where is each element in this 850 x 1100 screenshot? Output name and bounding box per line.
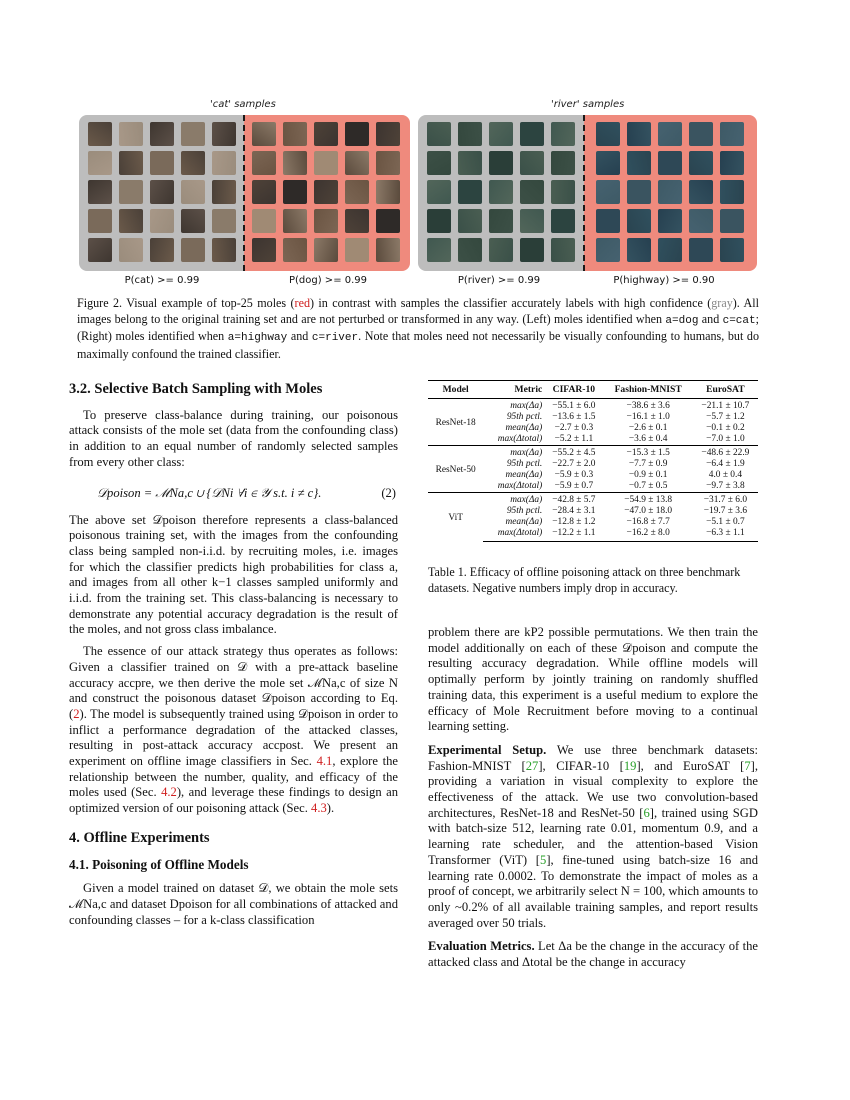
thumbnail-image [150,151,174,175]
value-cell: −5.9 ± 0.3 [554,470,594,480]
thumbnail-image [720,180,744,204]
value-cell: −16.1 ± 1.0 [626,412,670,422]
section-ref-link[interactable]: 4.3 [311,801,327,816]
thumbnail-image [212,151,236,175]
paragraph: Experimental Setup. We use three benchmark datasets: Fashion-MNIST [27], CIFAR-10 [19], and EuroSAT [7], providing a variation in visual complexity to explore the effectiveness of the attack. We use two convolution-based architectures, ResNet-18 and ResNet-50 [6], trained using SGD with batch-size 512, learning rate 0.01, momentum 0.9, and a learning rate scheduler, and the attention-based Vision Transformer (ViT) [5], fine-tuned using batch-size 16 and learning rate 0.0002. To demonstrate the impact of moles as a proof of concept, we arbitrarily select N = 100, which amounts to only ~0.2% of all available training samples, and report results averaged over 50 trials. [428,742,759,930]
citation-link[interactable]: 27 [525,758,539,773]
thumbnail-image [345,122,369,146]
thumbnail-image [88,209,112,233]
value-cell: −5.7 ± 1.2 [706,412,745,422]
thumbnail-image [596,238,620,262]
caption-p-river: P(river) >= 0.99 [457,275,541,286]
thumbnail-image [596,209,620,233]
river-image-grid [427,122,575,262]
table-header: Metric [483,381,544,399]
thumbnail-image [551,122,575,146]
citation-link[interactable]: 7 [744,758,751,773]
thumbnail-image [489,151,513,175]
value-cell: 4.0 ± 0.4 [708,470,743,480]
thumbnail-image [252,180,276,204]
thumbnail-image [150,122,174,146]
value-cell: −9.7 ± 3.8 [706,481,745,491]
thumbnail-image [627,180,651,204]
thumbnail-image [345,209,369,233]
model-cell: ResNet-50 [428,446,483,493]
thumbnail-image [458,238,482,262]
thumbnail-image [283,238,307,262]
thumbnail-image [314,209,338,233]
value-cell: −19.7 ± 3.6 [703,506,748,516]
dog-mole-image-grid [252,122,400,262]
thumbnail-image [427,122,451,146]
thumbnail-image [181,151,205,175]
left-column [69,382,398,934]
value-cell: −54.9 ± 13.8 [604,493,693,507]
thumbnail-image [596,180,620,204]
value-cell: −22.7 ± 2.0 [552,459,596,469]
thumbnail-image [427,209,451,233]
value-cell: −21.1 ± 10.7 [693,399,758,413]
river-samples-gray [418,115,584,271]
equation-number: (2) [381,485,396,500]
metric-cell: max(Δtotal) [497,434,543,444]
thumbnail-image [119,151,143,175]
thumbnail-image [283,151,307,175]
value-cell: −38.6 ± 3.6 [604,399,693,413]
value-cell: −15.3 ± 1.5 [604,446,693,460]
thumbnail-image [720,238,744,262]
citation-link[interactable]: 19 [623,758,637,773]
thumbnail-image [627,151,651,175]
paragraph-heading: Experimental Setup. [428,742,547,757]
value-cell: −2.6 ± 0.1 [628,423,668,433]
value-cell: −7.0 ± 1.0 [706,434,745,444]
river-highway-panel [418,115,757,271]
metric-cell: 95th pctl. [506,506,543,516]
value-cell: −16.2 ± 8.0 [604,528,693,542]
thumbnail-image [551,180,575,204]
table-row [428,493,758,507]
cat-dog-panel [79,115,410,271]
value-cell: −31.7 ± 6.0 [693,493,758,507]
thumbnail-image [427,180,451,204]
model-cell: ResNet-18 [428,399,483,446]
thumbnail-image [376,122,400,146]
section-heading-3-2: 3.2. Selective Batch Sampling with Moles [69,381,323,397]
caption-p-dog: P(dog) >= 0.99 [288,275,368,286]
thumbnail-image [212,209,236,233]
paragraph: Given a model trained on dataset 𝒟, we obtain the mole sets ℳNa,c and dataset Dpoison for all combinations of attacked and confounding classes – for a k-class classification [69,881,398,927]
value-cell: −2.7 ± 0.3 [554,423,594,433]
thumbnail-image [252,151,276,175]
thumbnail-image [181,180,205,204]
value-cell: −28.4 ± 3.1 [552,506,596,516]
value-cell: −13.6 ± 1.5 [552,412,596,422]
thumbnail-image [119,180,143,204]
paragraph-heading: Evaluation Metrics. [428,939,535,954]
thumbnail-image [596,151,620,175]
thumbnail-image [520,180,544,204]
value-cell: −5.2 ± 1.1 [554,434,594,444]
value-cell: −55.1 ± 6.0 [544,399,603,413]
thumbnail-image [88,238,112,262]
thumbnail-image [88,122,112,146]
value-cell: −47.0 ± 18.0 [624,506,673,516]
thumbnail-image [88,151,112,175]
metric-cell: mean(Δa) [505,423,543,433]
value-cell: −5.1 ± 0.7 [706,517,745,527]
thumbnail-image [627,122,651,146]
thumbnail-image [181,122,205,146]
cat-samples-gray [79,115,244,271]
thumbnail-image [150,209,174,233]
thumbnail-image [551,209,575,233]
value-cell: −48.6 ± 22.9 [693,446,758,460]
metric-cell: max(Δa) [483,446,544,460]
value-cell: −0.9 ± 0.1 [628,470,668,480]
thumbnail-image [520,238,544,262]
thumbnail-image [458,180,482,204]
thumbnail-image [658,122,682,146]
metric-cell: 95th pctl. [506,459,543,469]
thumbnail-image [283,122,307,146]
thumbnail-image [119,122,143,146]
value-cell: −0.7 ± 0.5 [628,481,668,491]
thumbnail-image [489,209,513,233]
thumbnail-image [283,180,307,204]
thumbnail-image [551,238,575,262]
thumbnail-image [119,209,143,233]
paragraph: Evaluation Metrics. Let Δa be the change in the accuracy of the attacked class and Δtotal be the change in accuracy [428,939,758,970]
thumbnail-image [720,209,744,233]
equation-2 [69,477,398,513]
subsection-heading-4-1: 4.1. Poisoning of Offline Models [69,856,249,872]
value-cell: −3.6 ± 0.4 [628,434,668,444]
metric-cell: mean(Δa) [505,470,543,480]
value-cell: −55.2 ± 4.5 [544,446,603,460]
highway-moles-red [584,115,757,271]
section-ref-link[interactable]: 4.2 [161,785,177,800]
caption-p-highway: P(highway) >= 0.90 [613,275,715,286]
figure-caption: Figure 2. Visual example of top-25 moles (red) in contrast with samples the classifier accurately labels with high confidence (gray). All images belong to the original training set and are not perturbed or transformed in any way. (Left) moles identified when a=dog and c=cat; (Right) moles identified when a=highway and c=river. Note that moles need not necessarily be visually confounding to humans, but do maximally confound the trained classifier. [77,296,760,361]
thumbnail-image [252,238,276,262]
left-panel-title: 'cat' samples [210,99,276,110]
thumbnail-image [627,209,651,233]
value-cell: −7.7 ± 0.9 [628,459,668,469]
table-row [428,399,758,413]
dashed-divider [583,115,585,271]
value-cell: −12.2 ± 1.1 [544,528,603,542]
thumbnail-image [489,180,513,204]
value-cell: −16.8 ± 7.7 [626,517,670,527]
table-header: Fashion-MNIST [604,381,693,399]
thumbnail-image [658,209,682,233]
metric-cell: max(Δtotal) [483,528,544,542]
thumbnail-image [720,151,744,175]
thumbnail-image [627,238,651,262]
thumbnail-image [345,238,369,262]
dashed-divider [243,115,245,271]
table-header: Model [428,381,483,399]
metric-cell: max(Δa) [483,399,544,413]
results-table [428,380,758,542]
thumbnail-image [345,151,369,175]
thumbnail-image [150,180,174,204]
right-panel-title: 'river' samples [551,99,625,110]
thumbnail-image [212,238,236,262]
section-ref-link[interactable]: 4.1 [316,754,333,769]
thumbnail-image [689,238,713,262]
thumbnail-image [150,238,174,262]
highway-mole-image-grid [596,122,744,262]
thumbnail-image [658,151,682,175]
thumbnail-image [689,122,713,146]
caption-p-cat: P(cat) >= 0.99 [124,275,200,286]
value-cell: −0.1 ± 0.2 [706,423,745,433]
table-header: EuroSAT [693,381,758,399]
thumbnail-image [252,122,276,146]
section-heading-4: 4. Offline Experiments [69,829,210,846]
thumbnail-image [489,238,513,262]
thumbnail-image [689,180,713,204]
metric-cell: mean(Δa) [505,517,543,527]
table-row [428,446,758,460]
thumbnail-image [427,238,451,262]
value-cell: −42.8 ± 5.7 [544,493,603,507]
gray-word: gray [711,296,733,310]
thumbnail-image [458,151,482,175]
thumbnail-image [427,151,451,175]
thumbnail-image [376,151,400,175]
thumbnail-image [119,238,143,262]
value-cell: −6.3 ± 1.1 [693,528,758,542]
thumbnail-image [314,151,338,175]
dog-moles-red [244,115,410,271]
metric-cell: max(Δtotal) [497,481,543,491]
cat-image-grid [88,122,236,262]
thumbnail-image [376,180,400,204]
paragraph: The essence of our attack strategy thus operates as follows: Given a classifier trained on 𝒟 with a pre-attack baseline accuracy accpre, we then derive the mole set ℳNa,c of size N and construct the poisonous dataset 𝒟poison according to Eq. (2). The model is subsequently trained using 𝒟poison in order to inflict a performance degradation of the attacked classes, resulting in post-attack accuracy accpost. We present an experiment on offline image classifiers in Sec. 4.1, explore the relationship between the number, quality, and efficacy of the moles used (Sec. 4.2), and leverage these findings to design an optimized version of our poisoning attack (Sec. 4.3). [69,644,398,816]
thumbnail-image [314,122,338,146]
thumbnail-image [314,238,338,262]
thumbnail-image [689,209,713,233]
equation-body: 𝒟poison = ℳNa,c ∪ {𝒟Ni ∀i ∈ 𝒴 s.t. i ≠ c}. [97,485,322,500]
thumbnail-image [212,180,236,204]
thumbnail-image [658,180,682,204]
table-caption: Table 1. Efficacy of offline poisoning attack on three benchmark datasets. Negative numbers imply drop in accuracy. [428,565,741,595]
thumbnail-image [551,151,575,175]
value-cell: −5.9 ± 0.7 [554,481,594,491]
thumbnail-image [212,122,236,146]
thumbnail-image [376,238,400,262]
value-cell: −12.8 ± 1.2 [552,517,596,527]
thumbnail-image [314,180,338,204]
thumbnail-image [689,151,713,175]
citation-link[interactable]: 5 [540,852,547,867]
red-word: red [294,296,310,310]
thumbnail-image [489,122,513,146]
thumbnail-image [181,209,205,233]
thumbnail-image [181,238,205,262]
metric-cell: 95th pctl. [506,412,543,422]
model-cell: ViT [428,493,483,542]
thumbnail-image [596,122,620,146]
metric-cell: max(Δa) [483,493,544,507]
thumbnail-image [458,122,482,146]
paragraph: problem there are kP2 possible permutations. We then train the model additionally on each of these 𝒟poison and compute the resulting accuracy degradation. While offline models will optimally perform by jointly training on randomly shuffled training data, this experiment is a useful medium to explore the efficacy of Mole Recruitment before moving to a continual learning setting. [428,625,758,734]
thumbnail-image [283,209,307,233]
thumbnail-image [345,180,369,204]
thumbnail-image [520,122,544,146]
thumbnail-image [658,238,682,262]
thumbnail-image [520,151,544,175]
paragraph: The above set 𝒟poison therefore represents a class-balanced poisonous training set, with the images from the confounding class being sampled non-i.i.d. by recruiting moles, i.e. images for which the classifier predicts high probabilities for class a, and images from all other k−1 classes sampled uniformly and i.i.d. from the training set. This class-balancing is necessary to demonstrate any potential accuracy degradation is the result of the moles, and not gross class imbalance. [69,512,398,637]
paragraph: To preserve class-balance during training, our poisonous attack consists of the mole set (data from the confounding class) in addition to an equal number of randomly selected samples from every other class: [69,407,398,469]
table-header: CIFAR-10 [544,381,603,399]
equation-ref-link[interactable]: 2 [73,706,80,721]
right-column [428,625,758,977]
citation-link[interactable]: 6 [643,805,650,820]
value-cell: −6.4 ± 1.9 [706,459,745,469]
thumbnail-image [88,180,112,204]
thumbnail-image [520,209,544,233]
thumbnail-image [252,209,276,233]
thumbnail-image [376,209,400,233]
thumbnail-image [458,209,482,233]
thumbnail-image [720,122,744,146]
